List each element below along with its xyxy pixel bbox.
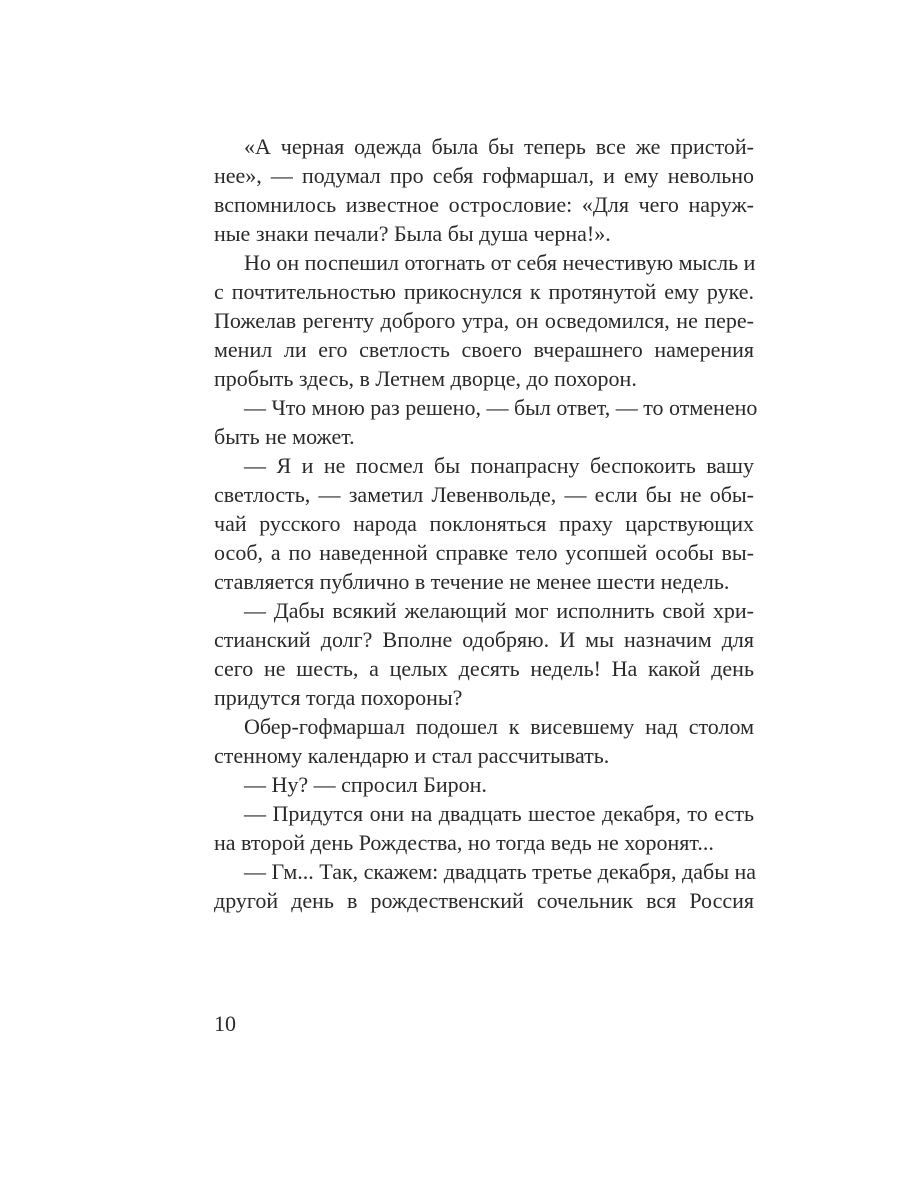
paragraph bbox=[214, 712, 754, 770]
text-line: — Ну? — спросил Бирон. bbox=[244, 772, 487, 797]
text-line: с почтительностью прикоснулся к протянутой ему руке. bbox=[214, 279, 754, 304]
text-line: Обер-гофмаршал подошел к висевшему над столом bbox=[244, 714, 754, 739]
text-line: особ, а по наведенной справке тело усопшей особы вы- bbox=[214, 540, 754, 565]
paragraph bbox=[214, 596, 754, 712]
text-line: быть не может. bbox=[214, 424, 355, 449]
text-line: стенному календарю и стал рассчитывать. bbox=[214, 743, 610, 768]
text-line: Пожелав регенту доброго утра, он осведомился, не пере- bbox=[214, 308, 754, 333]
paragraph bbox=[214, 393, 758, 451]
text-line: — Дабы всякий желающий мог исполнить свой хри- bbox=[244, 598, 754, 623]
text-line: придутся тогда похороны? bbox=[214, 685, 463, 710]
paragraph bbox=[214, 248, 754, 393]
text-line: Но он поспешил отогнать от себя нечестивую мысль и bbox=[244, 250, 756, 275]
text-line: нее», — подумал про себя гофмаршал, и ему невольно bbox=[214, 163, 754, 188]
text-line: «А черная одежда была бы теперь все же пристой- bbox=[244, 134, 754, 159]
text-line: — Я и не посмел бы понапрасну беспокоить вашу bbox=[244, 453, 754, 478]
page-number: 10 bbox=[214, 1011, 236, 1036]
text-line: на второй день Рождества, но тогда ведь не хоронят... bbox=[214, 830, 714, 855]
text-line: вспомнилось известное острословие: «Для чего наруж- bbox=[214, 192, 754, 217]
text-line: светлость, — заметил Левенвольде, — если бы не обы- bbox=[214, 482, 754, 507]
paragraph bbox=[214, 857, 757, 915]
paragraph bbox=[214, 132, 754, 248]
text-line: — Что мною раз решено, — был ответ, — то отменено bbox=[244, 395, 758, 420]
text-line: чай русского народа поклоняться праху царствующих bbox=[214, 511, 754, 536]
paragraph bbox=[214, 770, 754, 799]
text-line: пробыть здесь, в Летнем дворце, до похорон. bbox=[214, 366, 637, 391]
text-line: — Придутся они на двадцать шестое декабря, то есть bbox=[244, 801, 754, 826]
text-line: другой день в рождественский сочельник вся Россия bbox=[214, 888, 754, 913]
text-line: сего не шесть, а целых десять недель! На какой день bbox=[214, 656, 754, 681]
text-line: — Гм... Так, скажем: двадцать третье декабря, дабы на bbox=[244, 859, 757, 884]
text-line: менил ли его светлость своего вчерашнего намерения bbox=[214, 337, 754, 362]
paragraph bbox=[214, 451, 754, 596]
text-line: ные знаки печали? Была бы душа черна!». bbox=[214, 221, 611, 246]
paragraph bbox=[214, 799, 754, 857]
text-line: ставляется публично в течение не менее шести недель. bbox=[214, 569, 730, 594]
text-line: стианский долг? Вполне одобряю. И мы назначим для bbox=[214, 627, 754, 652]
book-page-text bbox=[214, 132, 758, 915]
